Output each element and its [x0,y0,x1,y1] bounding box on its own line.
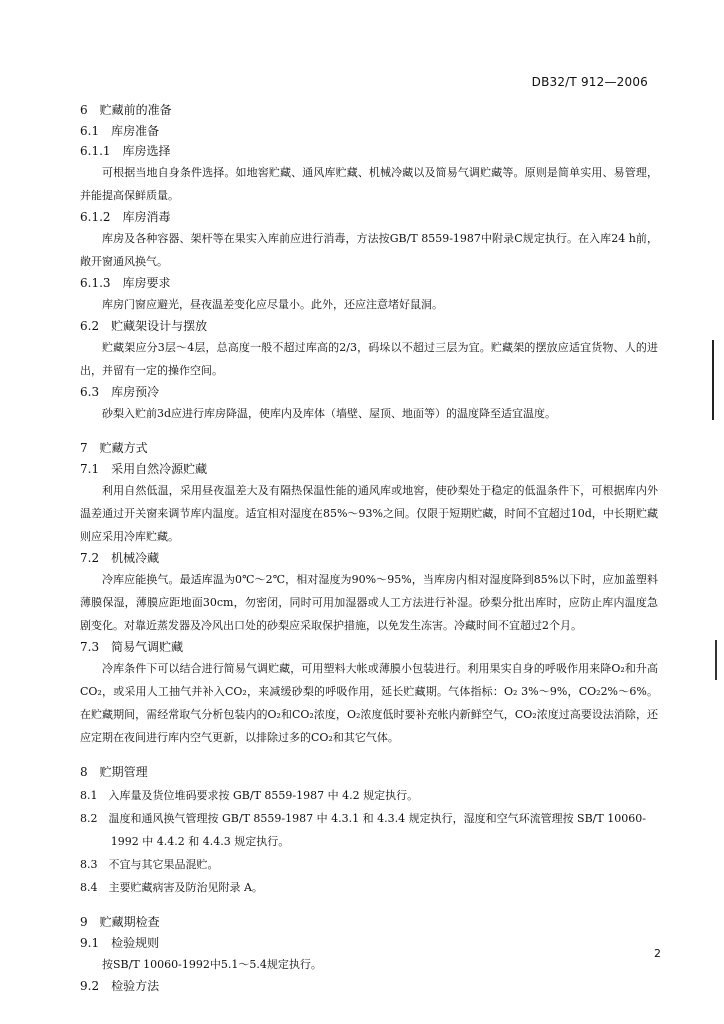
section-6-1-1-title: 6.1.1 库房选择 [80,144,171,158]
scan-artifact [712,340,714,420]
section-6-1-3-text: 库房门窗应避光，昼夜温差变化应尽量小。此外，还应注意堵好鼠洞。 [102,298,443,311]
section-7-title: 7 贮藏方式 [80,441,148,455]
section-9-title: 9 贮藏期检查 [80,915,160,929]
section-6-3-title: 6.3 库房预冷 [80,385,160,399]
section-6-3-text: 砂梨入贮前3d应进行库房降温，使库内及库体（墙壁、屋顶、地面等）的温度降至适宜温度。 [102,407,557,420]
section-7-2-title: 7.2 机械冷藏 [80,551,160,565]
scan-artifact [715,640,717,680]
page-number: 2 [654,947,661,960]
section-7-2-text: 冷库应能换气。最适库温为0℃～2℃，相对湿度为90%～95%，当库房内相对湿度降到85%以下时，应加盖塑料薄膜保湿，薄膜应距地面30cm，勿密闭，同时可用加湿器或人工方法进行补湿。砂梨分批出库时，应防止库内温度急剧变化。对靠近蒸发器及冷风出口处的砂梨应采取保护措施，以免发生冻害。冷藏时间不宜超过2个月。 [80,573,658,632]
section-7-3-title: 7.3 简易气调贮藏 [80,640,184,654]
section-8-title: 8 贮期管理 [80,765,148,779]
section-6-1-2-text: 库房及各种容器、架杆等在果实入库前应进行消毒，方法按GB/T 8559-1987中附录C规定执行。在入库24 h前，敞开窗通风换气。 [80,232,658,268]
section-9-1-title: 9.1 检验规则 [80,936,160,950]
section-8-item: 8.4 主要贮藏病害及防治见附录 A。 [80,881,263,894]
section-9-2-title: 9.2 检验方法 [80,979,160,993]
document-code: DB32/T 912—2006 [531,75,648,89]
section-7-3-text: 冷库条件下可以结合进行简易气调贮藏，可用塑料大帐或薄膜小包装进行。利用果实自身的呼吸作用来降O₂和升高CO₂，或采用人工抽气并补入CO₂，来减缓砂梨的呼吸作用，延长贮藏期。气体指标：O₂ 3%～9%，CO₂2%～6%。在贮藏期间，需经常取气分析包装内的O₂和CO₂浓度，O₂浓度低时要补充帐内新鲜空气，CO₂浓度过高要设法消除，还应定期在夜间进行库内空气更新，以排除过多的CO₂和其它气体。 [80,662,658,744]
section-6-1-3-title: 6.1.3 库房要求 [80,276,171,290]
section-6-title: 6 贮藏前的准备 [80,103,172,117]
section-6-1-1-text: 可根据当地自身条件选择。如地窖贮藏、通风库贮藏、机械冷藏以及简易气调贮藏等。原则是简单实用、易管理，并能提高保鲜质量。 [80,166,658,202]
section-8-item: 8.3 不宜与其它果品混贮。 [80,858,219,871]
document-body [80,101,658,996]
section-7-1-text: 利用自然低温，采用昼夜温差大及有隔热保温性能的通风库或地窖，使砂梨处于稳定的低温条件下，可根据库内外温差通过开关窗来调节库内温度。适宜相对湿度在85%～93%之间。仅限于短期贮藏，时间不宜超过10d，中长期贮藏则应采用冷库贮藏。 [80,484,658,543]
section-8-item: 8.1 入库量及货位堆码要求按 GB/T 8559-1987 中 4.2 规定执行。 [80,789,419,802]
section-7-1-title: 7.1 采用自然冷源贮藏 [80,462,208,476]
section-8-item: 8.2 温度和通风换气管理按 GB/T 8559-1987 中 4.3.1 和 4.3.4 规定执行，湿度和空气环流管理按 SB/T 10060-1992 中 4.4.2 和 4.4.3 规定执行。 [80,812,646,848]
section-6-2-text: 贮藏架应分3层～4层，总高度一般不超过库高的2/3，码垛以不超过三层为宜。贮藏架的摆放应适宜货物、人的进出，并留有一定的操作空间。 [80,341,658,377]
section-9-1-text: 按SB/T 10060-1992中5.1～5.4规定执行。 [102,958,322,971]
section-6-1-2-title: 6.1.2 库房消毒 [80,210,171,224]
section-6-1-title: 6.1 库房准备 [80,124,160,138]
section-6-2-title: 6.2 贮藏架设计与摆放 [80,319,208,333]
